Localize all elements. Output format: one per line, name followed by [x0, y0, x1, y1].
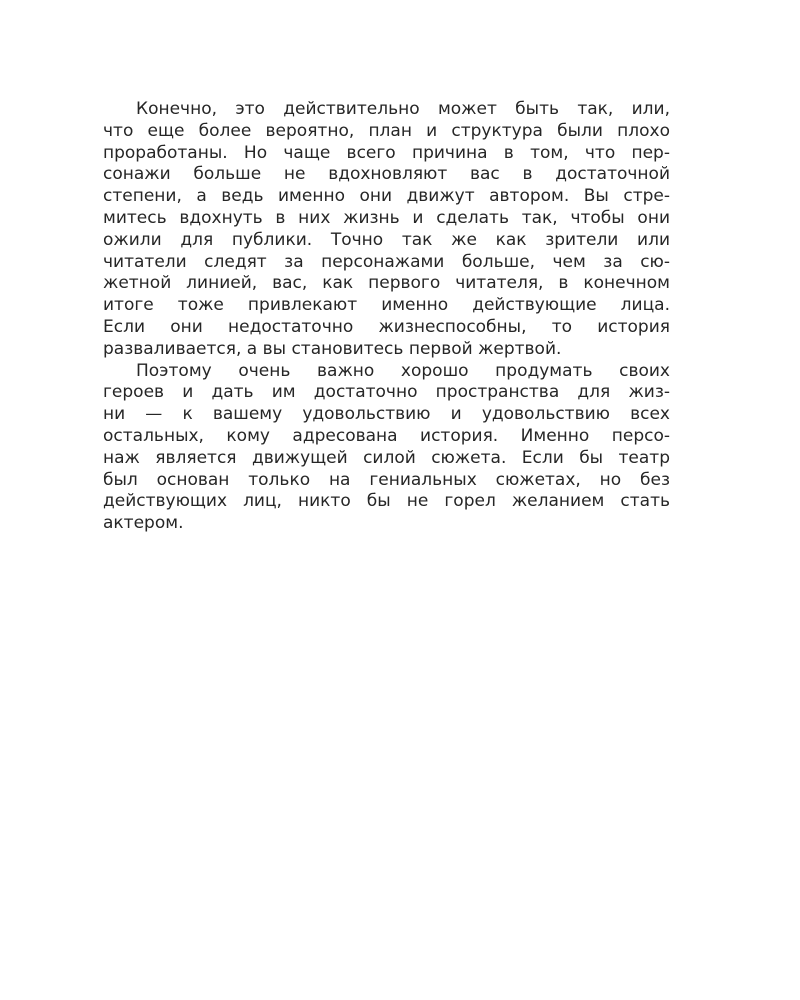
body-text — [103, 99, 670, 535]
paragraph-1-line-1: Конечно, это действительно может быть так, или, — [136, 99, 670, 119]
paragraph-2-line-7: действующих лиц, никто бы не горел желанием стать — [103, 491, 670, 512]
paragraph-1-line-2: что еще более вероятно, план и структура были плохо — [103, 120, 670, 141]
paragraph-1-line-10: итоге тоже привлекают именно действующие лица. — [103, 295, 670, 316]
paragraph-2-line-2: героев и дать им достаточно пространства для жиз- — [103, 382, 670, 403]
paragraph-1-line-8: читатели следят за персонажами больше, чем за сю- — [103, 251, 670, 272]
paragraph-1-line-12: разваливается, а вы становитесь первой жертвой. — [103, 338, 562, 359]
paragraph-1-line-7: ожили для публики. Точно так же как зрители или — [103, 229, 670, 250]
paragraph-1-line-3: проработаны. Но чаще всего причина в том, что пер- — [103, 142, 670, 163]
paragraph-2-line-3: ни — к вашему удовольствию и удовольствию всех — [103, 404, 670, 425]
paragraph-1-line-9: жетной линией, вас, как первого читателя, в конечном — [103, 273, 670, 294]
paragraph-1-line-5: степени, а ведь именно они движут автором. Вы стре- — [103, 186, 670, 207]
paragraph-1-line-11: Если они недостаточно жизнеспособны, то история — [103, 316, 670, 337]
paragraph-2-line-1: Поэтому очень важно хорошо продумать своих — [136, 360, 670, 381]
paragraph-1-line-6: митесь вдохнуть в них жизнь и сделать так, чтобы они — [103, 207, 670, 228]
paragraph-2-line-5: наж является движущей силой сюжета. Если бы театр — [103, 447, 670, 468]
paragraph-1-line-4: сонажи больше не вдохновляют вас в достаточной — [103, 164, 670, 185]
paragraph-2-line-6: был основан только на гениальных сюжетах, но без — [103, 469, 670, 490]
paragraph-2-line-8: актером. — [103, 513, 184, 534]
paragraph-2-line-4: остальных, кому адресована история. Именно персо- — [103, 425, 670, 446]
